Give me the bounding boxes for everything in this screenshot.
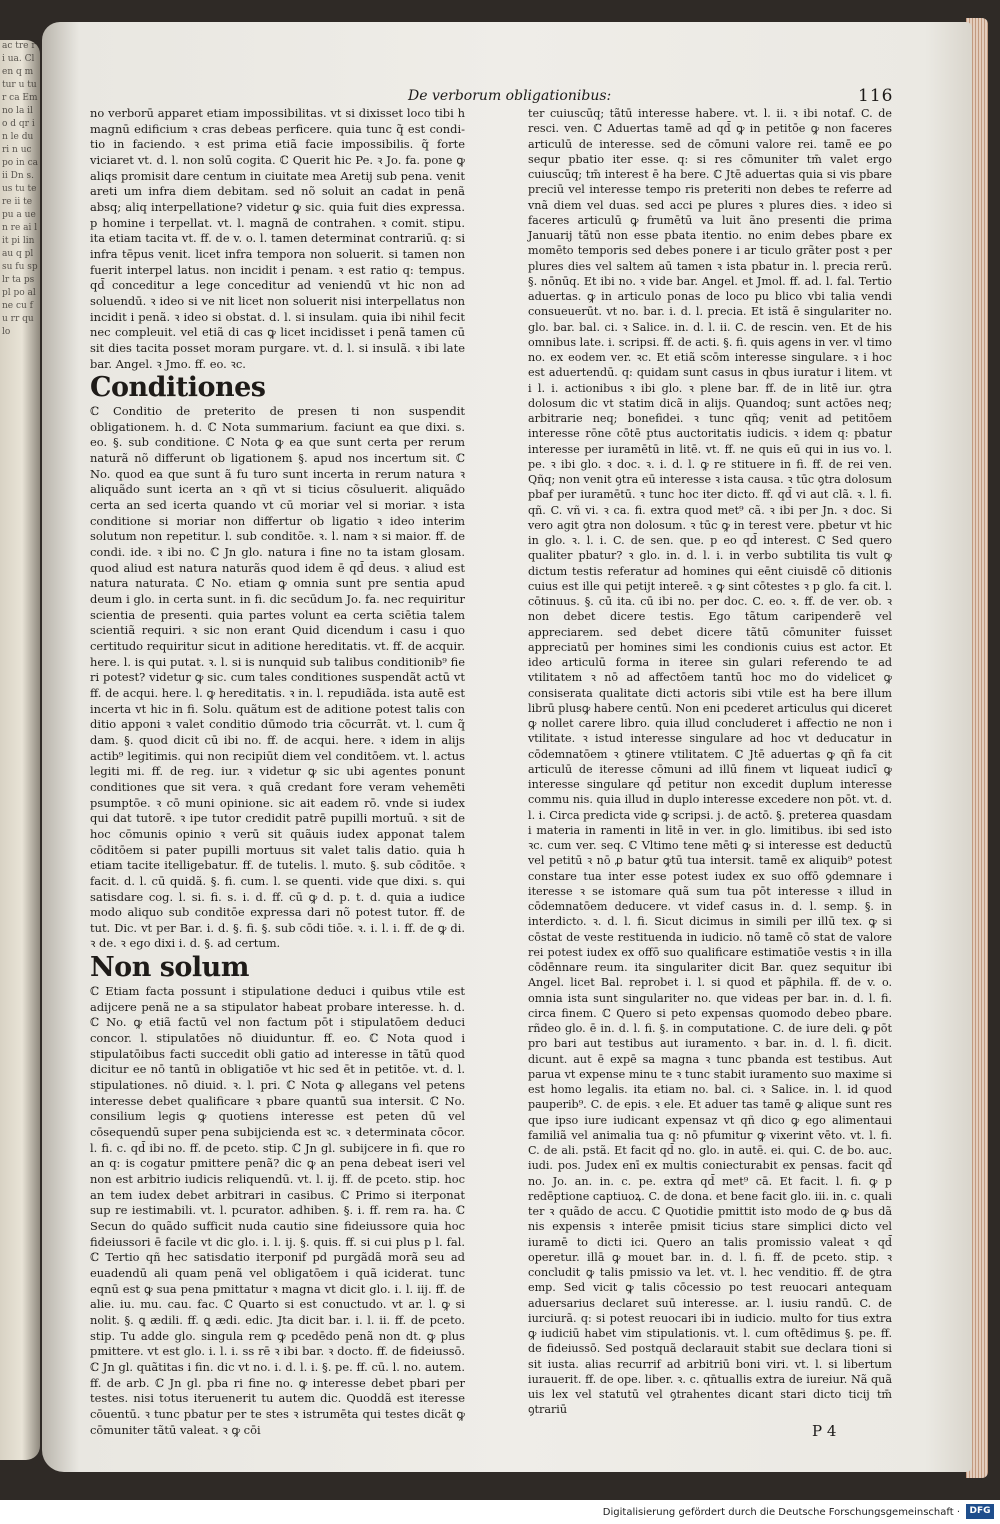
- section-heading: Conditiones: [90, 372, 266, 404]
- left-page-text-fragment: ac tre ri ua. Clen q m tur u tur ca Em no la ilo d qr in le du ri n uc po in ca ii Dn s. us tu te re ii te pu a ue n re ai lit pi lin au q pl su fu sp lr ta ps pl po al ne cu fu rr qu lo: [2, 41, 38, 337]
- section-heading: Non solum: [90, 952, 249, 984]
- footer-credit: Digitalisierung gefördert durch die Deutsche Forschungsgemeinschaft ·: [602, 1507, 960, 1518]
- paragraph: ℂ Conditio de preterito de presen ti non suspendit obligationem. h. d. ℂ Nota summarium. faciunt ea que dixi. s. eo. §. sub conditione. ℂ Nota ꝙ ea que sunt certa per rerum naturã nõ differunt ob ligationem §. apud nos incertum sit. ℂ No. quod ea que sunt ã fu turo sunt incerta in rerum natura ꝛ aliquãdo sunt icerta an ꝛ qñ vt si ticius cõsuluerit. aliquãdo certa an sed icerta quando vt cū moriar vel si moriar. ꝛ ista conditione si moriar non differtur ob ligatio ꝛ ideo interim solutum non repetitur. l. sub conditōe. ꝛ. l. nam ꝛ si maior. ff. de condi. ide. ꝛ ibi no. ℂ Jn glo. natura i fine no ta istam glosam. quod aliud est natura naturãs quod idem ē qd̄ deus. ꝛ aliud est natura naturata. ℂ No. etiam ꝙ omnia sunt pre sentia apud deum i glo. in certa sunt. in fi. dic secūdum Jo. fa. nec requiritur scientia de presenti. quia partes volunt ea certa sciētia talem scientiã requiri. ꝛ sic non erant Quid dicendum i casu i quo certitudo requiritur sicut in aditione hereditatis. vt. ff. de acquir. here. l. is qui putat. ꝛ. l. si is nunquid sub talibus conditionib⁹ fie ri potest? videtur ꝙ sic. cum tales conditiones suspendãt actū vt ff. de acqui. here. l. ꝙ hereditatis. ꝛ in. l. repudiãda. ista autē est incerta vt hic in fi. Solu. quãtum est de aditione potest talis con ditio apponi ꝛ valet conditio dūmodo tria cōcurrãt. vt. l. cum q̃ dam. §. quod dicit cū ibi no. ff. de acqui. here. ꝛ idem in alijs actib⁹ legitimis. qui non recipiūt diem vel conditōem. vt. l. actus legiti mi. ff. de reg. iur. ꝛ videtur ꝙ sic ubi agentes ponunt conditiones que sit vera. ꝛ quã credant fore veram vehemēti psumptōe. ꝛ cō muni opinione. sic ait eadem rō. vnde si iudex qui dat tutorē. ꝛ ipe tutor credidit patrē pupilli mortuū. ꝛ sit de hoc cōmunis opinio ꝛ verū sit quãuis iudex apponat talem cōditōem si pater pupilli mortuus sit valet talis datio. quia h etiam tacite itelligebatur. ff. de tutelis. l. muto. §. sub cōditōe. ꝛ facit. d. l. cū quidã. §. fi. cum. l. se quenti. vide que dixi. s. qui satisdare cog. l. si. fi. s. i. d. ff. cū ꝙ d. p. t. d. quia a iudice modo aliquo sub conditōe expressa dari nõ potest tutor. ff. de tut. Dic. vt per Bar. i. d. §. fi. §. sub cōdi tiōe. ꝛ. i. l. i. ff. de ꝙ di. ꝛ de. ꝛ ego dixi i. d. §. ad certum.: [90, 404, 465, 951]
- text-column-left: [90, 106, 465, 1438]
- paragraph: no verborū apparet etiam impossibilitas. vt si dixisset loco tibi h magnū edificium ꝛ cras debeas perficere. quia tunc q̃ est condi-tio in faciendo. ꝛ est prima etiã facie impossibilis. q̃ forte viciaret vt. d. l. non solū cogita. ℂ Querit hic Pe. ꝛ Jo. fa. pone ꝙ aliqs promisit dare centum in ciuitate mea Aretij sub pena. venit areti um infra diem debitam. sed nõ soluit an cadat in penã absq; aliq interpellatione? videtur ꝙ sic. quia fuit dies expressa. p homine i terpellat. vt. l. magnã de contrahen. ꝛ comit. stipu. ita etiam tacita vt. ff. de v. o. l. tamen determinat contrariū. q: si infra tēpus venit. licet infra tempora non soluerit. si tamen non fuerit interpel latus. non incidit i penam. ꝛ est ratio q: tempus. qd̄ conceditur a lege conceditur ad veniendū vt hic non ad soluendū. ꝛ ideo si ve nit licet non soluerit nisi interpellatus non incidit i penã. ꝛ ideo si obstat. d. l. si insulam. quia ibi nihil fecit nec compleuit. vel etiã di cas ꝙ licet incidisset i penã tamen cū sit dies tacita posset moram purgare. vt. d. l. si insulã. ꝛ ibi late bar. Angel. ꝛ Jmo. ff. eo. ꝛc.: [90, 106, 465, 371]
- signature-mark: P 4: [812, 1422, 837, 1440]
- dfg-logo: DFG: [966, 1504, 994, 1519]
- paragraph: ℂ Etiam facta possunt i stipulatione deduci i quibus vtile est adijcere penã ne a sa stipulator habeat probare interesse. h. d. ℂ No. ꝙ etiã factū vel non factum pōt i stipulatōem deduci concor. l. stipulatōes nō diuiduntur. ff. eo. ℂ Nota quod i stipulatōibus facti succedit obli gatio ad interesse in tãtū quod dicitur ee nō tantū in obligatiōe vt hic sed ēt in petitōe. vt. d. l. stipulationes. nō diuid. ꝛ. l. pri. ℂ Nota ꝙ allegans vel petens interesse debet qualificare ꝛ pbare quantū sua intersit. ℂ No. consilium legis ꝙ quotiens interesse est peten dū vel cōsequendū super pena subijcienda est ꝛc. ꝛ determinata cōcor. l. fi. c. qd̄ ibi no. ff. de pceto. stip. ℂ Jn gl. subijcere in fi. que ro an q: is cogatur pmittere penã? dic ꝙ an pena debeat iseri vel non est arbitrio iudicis reliquendū. vt. l. ij. ff. de pceto. stip. hoc an tem iudex debet arbitrari in casibus. ℂ Primo si iterponat sup re iestimabili. vt. l. pcurator. adhiben. §. i. ff. rem ra. ha. ℂ Secun do quãdo sufficit nuda cautio sine fideiussore quia hoc fideiussori ē facile vt dic glo. i. l. ij. §. quis. ff. si cui plus p l. fal. ℂ Tertio qñ hec satisdatio iterponif pd purgãdã morã seu ad euadendū ali quam penã vel obligatōem i quã iciderat. tunc eqnū est ꝙ sua pena pmittatur ꝛ magna vt dicit glo. i. l. iij. ff. de alie. iu. mu. cau. fac. ℂ Quarto si est conuctudo. vt ar. l. ꝙ si nolit. §. ꝗ ædili. ff. ꝗ ædi. edic. Jta dicit bar. i. l. ii. ff. de pceto. stip. Tu adde glo. singula rem ꝙ pcedēdo penã non dt. ꝙ plus pmittere. vt est glo. i. l. i. ss rē ꝛ ibi bar. ꝛ docto. ff. de fideiussō. ℂ Jn gl. quãtitas i fin. dic vt no. i. d. l. i. §. pe. ff. cū. l. no. autem. ff. de arb. ℂ Jn gl. pba ri fine no. ꝙ interesse debet pbari per testes. nisi totus iteruenerit tu autem dic. Quoddã est iteresse cōuentū. ꝛ tunc pbatur per te stes ꝛ istrumēta qui testes dicãt ꝙ cōmuniter tãtū valeat. ꝛ ꝙ cōi: [90, 984, 465, 1437]
- footer-bar: [0, 1500, 1000, 1524]
- left-page: [0, 40, 40, 1460]
- folio-number: 116: [858, 86, 894, 106]
- running-header: De verborum obligationibus:: [408, 88, 612, 104]
- text-column-right: [528, 106, 892, 1418]
- paragraph: ter cuiuscūq; tãtū interesse habere. vt. l. ii. ꝛ ibi notaf. C. de resci. ven. ℂ Aduertas tamē ad qd̄ ꝙ in petitōe ꝙ non faceres articulū de interesse. sed de cōmuni valore rei. tamē ee ꝑo sequr pbatio iter esse. q: si res cōmuniter tm̄ valet ergo cuiuscūq; tm̄ interest ē ha bere. ℂ Jtē aduertas quia si vis pbare preciū vel interesse tempo ris preteriti non debes te referre ad vnã diem vel duas. sed acci pe plures ꝛ plures dies. ꝛ ideo si faceres articulū ꝙ frumētū va luit ãno presenti die prima Januarij tãtū non esse pbata itentio. no enim debes pbare ex momēto temporis sed debes ponere i ar ticulo grãter post ꝛ per plures dies vel saltem aū tamen ꝛ ista pbatur in. l. precia rerū. §. nōnūq. Et ibi no. ꝛ vide bar. Angel. et Jmol. ff. ad. l. fal. Tertio aduertas. ꝙ in articulo ponas de loco pu blico vbi talia vendi consueuerūt. vt no. bar. i. d. l. precia. Et istã ē singulariter no. glo. bar. bal. ci. ꝛ Salice. in. d. l. ii. C. de rescin. ven. Et de his omnibus late. i. scripsi. ff. de acti. §. fi. quis agens in ver. vl timo no. ex eodem ver. ꝛc. Et etiã scōm interesse singulare. ꝛ i hoc est aduertendū. q: quidam sunt casus in qbus iuratur i litem. vt i l. i. actionibus ꝛ ibi glo. ꝛ plene bar. ff. de in litē iur. ꝯtra dolosum dic vt statim dicã in alijs. Quandoq; sunt actōes neq; arbitrarie neq; bonefidei. ꝛ tunc qñq; venit ad petitōem interesse rōne cōtē ptus auctoritatis iudicis. ꝛ idem q: pbatur interesse per iuramētū in litē. vt. ff. ne quis eū qui in ius vo. l. pe. ꝛ ibi glo. ꝛ doc. ꝛ. i. d. l. ꝙ re stituere in fi. ff. de rei ven. Qñq; non venit ꝯtra eū interesse ꝛ ista causa. ꝛ tūc ꝯtra dolosum pbaf per iuramētū. ꝛ tunc hoc iter dicto. ff. qd̄ vi aut clã. ꝛ. l. fi. qñ. C. vñ vi. ꝛ ca. fi. extra quod met⁹ cã. ꝛ ibi per Jn. ꝛ doc. Si vero agit ꝯtra non dolosum. ꝛ tūc ꝙ in terest vere. pbetur vt hic in glo. ꝛ. l. i. C. de sen. que. p eo qd̄ interest. ℂ Sed quero qualiter pbatur? ꝛ glo. in. d. l. i. in verbo subtilita tis vult ꝙ dictum testis referatur ad homines qui eēnt ciuisdē cō ditionis cuius est ille qui petijt intereē. ꝛ ꝙ sint cōtestes ꝛ p glo. fa cit. l. cōtinuus. §. cū ita. cū ibi no. per doc. C. eo. ꝛ. ff. de ver. ob. ꝛ non debet dicere testis. Ego tãtum caripenderē vel appreciarem. sed debet dicere tãtū cōmuniter fuisset appreciatū per homines simi les condionis cuius est actor. Et ideo articulū forma in iteree sin gulari referendo te ad vtilitatem ꝛ nō ad affectōem tantū hoc mo do videlicet ꝙ consiserata qualitate dicti actoris sibi vtile est ha bere illum librū plusꝙ habere centū. Non eni pcederet articulus qui diceret ꝙ nollet carere libro. quia illud concluderet i affectio ne non i vtilitate. ꝛ istud interesse singulare ad hoc vt deducatur in cōdemnatōem ꝛ ꝯtinere vtilitatem. ℂ Jtē aduertas ꝙ qñ fa cit articulū de iteresse cōmuni ad illū finem vt liqueat iudicī ꝙ interesse singulare qd̄ petitur non excedit duplum interesse commu nis. quia illud in duplo interesse excedere non pōt. vt. d. l. i. Circa predicta vide ꝙ scripsi. j. de actō. §. preterea quasdam i materia in ramenti in litē in ver. in glo. limitibus. ibi sed isto ꝛc. cum ver. seq. ℂ Vltimo tene mēti ꝙ si interesse est deductū vel petitū ꝛ nō ꝓ batur ꝙtū tua intersit. tamē ex aliquib⁹ potest constare tua inter esse potest iudex ex suo offō ꝯdemnare i iteresse ꝛ se istomare quã sum tua pōt interesse ꝛ illud in cōdemnatōem deducere. vt videf casus in. d. l. semp. §. in interdicto. ꝛ. d. l. fi. Sicut dicimus in simili per illū tex. ꝙ si cōstat de veste restituenda in iudicio. nõ tamē cō stat de valore rei potest iudex ex offō suo qualificare estimatiōe vestis ꝛ in illa cōdēnnare reum. ita singulariter dicit Bar. quez sequitur ibi Angel. licet Bal. reprobet i. l. si quod et pãphila. ff. de v. o. omnia ista sunt singulariter no. que videas per bar. in. d. l. fi. circa finem. ℂ Quero si peto expensas quomodo debeo pbare. rñdeo glo. ē in. d. l. fi. §. in computatione. C. de iure deli. ꝙ pōt pro bari aut testibus aut iuramento. ꝛ bar. in. d. l. fi. dicit. dicunt. aut ē expē sa magna ꝛ tunc pbanda est testibus. Aut parua vt expense minu te ꝛ tunc stabit iuramento suo maxime si est homo legalis. ita etiam no. bal. ci. ꝛ Salice. in. l. id quod pauperib⁹. C. de epis. ꝛ ele. Et aduer tas tamē ꝙ alique sunt res que ipso iure iudicant expensaz vt qñ dico ꝙ ego alimentaui familiã vel animalia tua q: nō pfumitur ꝙ vixerint vēto. vt. l. fi. C. de ali. pstã. Et facit qd̄ no. glo. in autē. ei. qui. C. de bo. auc. iudi. pos. Judex enī ex multis coniecturabit ex pensas. facit qd̄ no. Jo. an. in. c. pe. extra qd̄ met⁹ cā. Et facit. l. fi. ꝙ p redēptione captiuoꝝ. C. de dona. et bene facit glo. iii. in. c. quali ter ꝛ quãdo de accu. ℂ Quotidie pmittit isto modo de ꝙ bus dã nis expensis ꝛ interēe pmisit ticius stare simplici dicto vel iuramē to dicti ici. Quero an talis promissio valeat ꝛ qd̄ operetur. illā ꝙ mouet bar. in. d. l. fi. ff. de pceto. stip. ꝛ concludit ꝙ talis pmissio va let. vt. l. hec venditio. ff. de ꝯtra emp. Sed vicit ꝙ talis cōcessio po test reuocari antequam aduersarius declaret suū interesse. ar. l. iusiu randū. C. de iurciurã. q: si potest reuocari ibi in iudicio. multo for tius extra ꝙ iudiciū habet vim stipulationis. vt. l. cum oftēdimus §. pe. ff. de fideiussō. Sed postquã declarauit stabit sue declara tioni si sit iusta. alias recurrif ad arbitriū boni viri. vt. l. si libertum iurauerit. ff. de ope. liber. ꝛ. c. qn̄tuallis extra de iureiur. Nã quã uis lex vel statutū vel ꝯtrahentes dicant stari dicto ticij tm̄ ꝯtrariū: [528, 107, 892, 1417]
